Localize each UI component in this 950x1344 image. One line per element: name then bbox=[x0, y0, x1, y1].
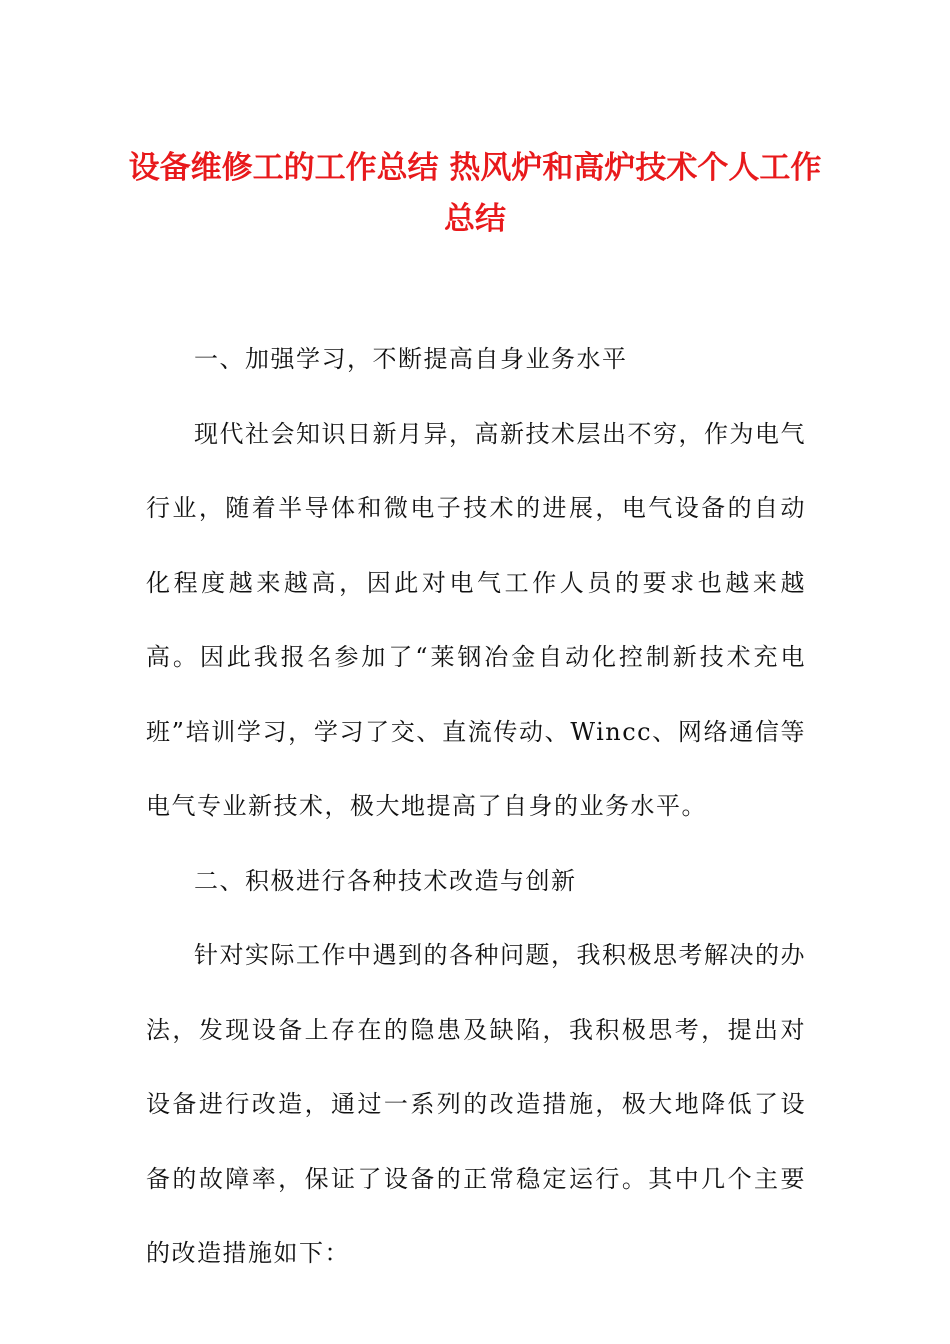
section-paragraph: 现代社会知识日新月异，高新技术层出不穷，作为电气行业，随着半导体和微电子技术的进展，电气设备的自动化程度越来越高，因此对电气工作人员的要求也越来越高。因此我报名参加了“莱钢冶金自动化控制新技术充电班”培训学习，学习了交、直流传动、Wincc、网络通信等电气专业新技术，极大地提高了自身的业务水平。 bbox=[146, 419, 806, 820]
document-title: 设备维修工的工作总结 热风炉和高炉技术个人工作总结 bbox=[128, 150, 822, 237]
section-paragraph: 针对实际工作中遇到的各种问题，我积极思考解决的办法，发现设备上存在的隐患及缺陷，我积极思考，提出对设备进行改造，通过一系列的改造措施，极大地降低了设备的故障率，保证了设备的正常稳定运行。其中几个主要的改造措施如下： bbox=[146, 941, 806, 1267]
section-heading: 二、积极进行各种技术改造与创新 bbox=[194, 866, 577, 895]
document-body bbox=[146, 322, 806, 1291]
section-heading: 一、加强学习，不断提高自身业务水平 bbox=[194, 345, 628, 373]
